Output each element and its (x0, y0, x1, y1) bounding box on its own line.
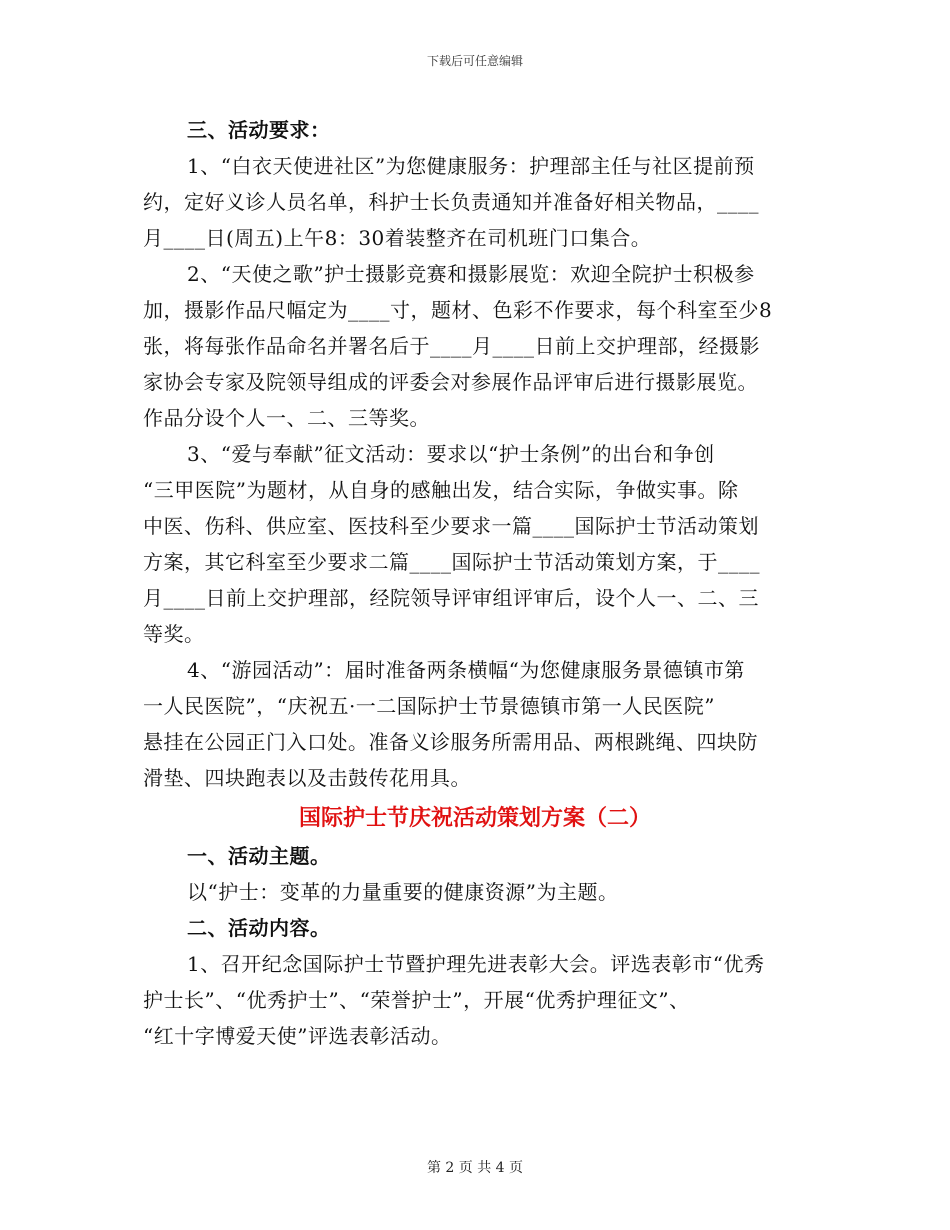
page-header: 下载后可任意编辑 (426, 54, 523, 68)
paragraph-line: 加，摄影作品尺幅定为____寸，题材、色彩不作要求，每个科室至少8 (143, 298, 773, 322)
paragraph-line: 4、“游园活动”：届时准备两条横幅“为您健康服务景德镇市第 (187, 658, 745, 682)
document-body (143, 112, 807, 1054)
paragraph-line: 一人民医院”，“庆祝五·一二国际护士节景德镇市第一人民医院” (143, 694, 716, 718)
paragraph-line: 1、“白衣天使进社区”为您健康服务：护理部主任与社区提前预 (187, 154, 755, 178)
paragraph-line: 作品分设个人一、二、三等奖。 (143, 406, 430, 430)
section-heading-theme: 一、活动主题。 (187, 844, 331, 868)
section-heading-requirements: 三、活动要求： (187, 118, 331, 142)
requirement-item-3 (143, 436, 807, 652)
section-heading-content: 二、活动内容。 (187, 916, 331, 940)
paragraph-line: 方案，其它科室至少要求二篇____国际护士节活动策划方案，于____ (143, 550, 760, 574)
paragraph-line: 滑垫、四块跑表以及击鼓传花用具。 (143, 766, 471, 790)
paragraph-line: 张，将每张作品命名并署名后于____月____日前上交护理部，经摄影 (143, 334, 760, 358)
paragraph-line: 护士长”、“优秀护士”、“荣誉护士”，开展“优秀护理征文”、 (143, 988, 690, 1012)
paragraph-line: 月____日(周五)上午8：30着装整齐在司机班门口集合。 (143, 226, 652, 250)
content-item-1 (143, 946, 807, 1054)
paragraph-line: 月____日前上交护理部，经院领导评审组评审后，设个人一、二、三 (143, 586, 759, 610)
paragraph-line: “红十字博爱天使”评选表彰活动。 (143, 1024, 452, 1048)
requirement-item-4 (143, 652, 807, 796)
paragraph-line: 2、“天使之歌”护士摄影竞赛和摄影展览：欢迎全院护士积极参 (187, 262, 755, 286)
paragraph-line: “三甲医院”为题材，从自身的感触出发，结合实际，争做实事。除 (143, 478, 739, 502)
theme-text: 以“护士：变革的力量重要的健康资源”为主题。 (187, 880, 619, 904)
page-footer: 第 2 页 共 4 页 (426, 1160, 524, 1176)
paragraph-line: 悬挂在公园正门入口处。准备义诊服务所需用品、两根跳绳、四块防 (143, 730, 758, 754)
requirement-item-2 (143, 256, 807, 436)
paragraph-line: 约，定好义诊人员名单，科护士长负责通知并准备好相关物品，____ (143, 190, 759, 214)
paragraph-line: 3、“爱与奉献”征文活动：要求以“护士条例”的出台和争创 (187, 442, 715, 466)
paragraph-line: 中医、伤科、供应室、医技科至少要求一篇____国际护士节活动策划 (143, 514, 759, 538)
paragraph-line: 家协会专家及院领导组成的评委会对参展作品评审后进行摄影展览。 (143, 370, 758, 394)
paragraph-line: 1、召开纪念国际护士节暨护理先进表彰大会。评选表彰市“优秀 (187, 952, 765, 976)
document-title-part-2: 国际护士节庆祝活动策划方案（二） (298, 805, 651, 831)
paragraph-line: 等奖。 (143, 622, 205, 646)
requirement-item-1 (143, 148, 807, 256)
